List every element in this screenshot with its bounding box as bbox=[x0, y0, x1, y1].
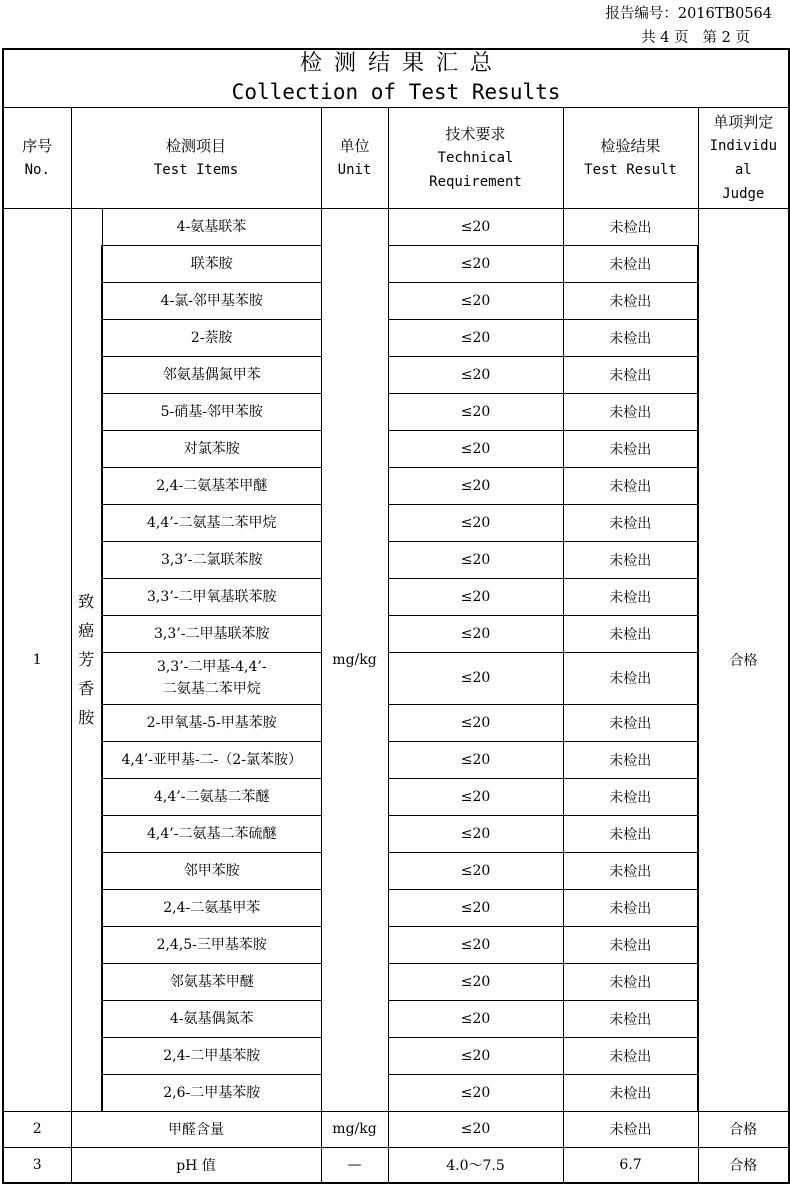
table-row bbox=[3, 815, 789, 852]
test-item-cell bbox=[102, 356, 321, 393]
header-judge bbox=[698, 107, 789, 208]
result-cell: 未检出 bbox=[563, 430, 698, 467]
result-cell: 未检出 bbox=[563, 778, 698, 815]
table-row bbox=[3, 393, 789, 430]
test-item-name: 3,3’-二甲氧基联苯胺 bbox=[147, 588, 277, 605]
test-item-name: 3,3’-二氯联苯胺 bbox=[161, 551, 263, 568]
result-cell: 未检出 bbox=[563, 615, 698, 652]
test-item-name: 4,4’-二氨基二苯醚 bbox=[154, 788, 270, 805]
test-item-cell bbox=[102, 541, 321, 578]
test-item-name: 2,6-二甲基苯胺 bbox=[163, 1084, 261, 1101]
requirement-cell: ≤20 bbox=[388, 504, 563, 541]
test-item-cell bbox=[102, 430, 321, 467]
test-item-name: 邻氨基偶氮甲苯 bbox=[162, 366, 261, 383]
result-cell: 未检出 bbox=[563, 1074, 698, 1111]
table-row bbox=[3, 578, 789, 615]
test-item-cell bbox=[102, 1037, 321, 1074]
table-row bbox=[3, 504, 789, 541]
test-item-cell bbox=[102, 815, 321, 852]
requirement-cell: ≤20 bbox=[388, 245, 563, 282]
test-item-cell bbox=[102, 282, 321, 319]
table-row bbox=[3, 1037, 789, 1074]
result-cell: 未检出 bbox=[563, 504, 698, 541]
test-item-cell bbox=[102, 1074, 321, 1111]
requirement-cell: ≤20 bbox=[388, 393, 563, 430]
test-item-cell: 甲醛含量 bbox=[71, 1111, 321, 1147]
requirement-cell: ≤20 bbox=[388, 926, 563, 963]
test-item-name: 2,4-二氨基苯甲醚 bbox=[156, 477, 268, 494]
test-item-name: 2-萘胺 bbox=[190, 329, 233, 346]
header-unit-cn: 单位 bbox=[339, 136, 370, 155]
test-item-name: 5-硝基-邻甲苯胺 bbox=[160, 403, 263, 420]
table-row bbox=[3, 430, 789, 467]
test-item-name: 4-氯-邻甲基苯胺 bbox=[160, 292, 263, 309]
requirement-cell: 4.0～7.5 bbox=[388, 1147, 563, 1183]
header-unit bbox=[321, 107, 388, 208]
judge-cell: 合格 bbox=[698, 1147, 789, 1183]
table-row bbox=[3, 282, 789, 319]
result-cell: 未检出 bbox=[563, 208, 698, 245]
table-row bbox=[3, 704, 789, 741]
test-item-cell bbox=[102, 504, 321, 541]
header-req-cn: 技术要求 bbox=[445, 124, 506, 143]
requirement-cell: ≤20 bbox=[388, 615, 563, 652]
test-item-name: 2,4-二氨基甲苯 bbox=[163, 899, 261, 916]
category-char: 芳 bbox=[78, 650, 95, 669]
requirement-cell: ≤20 bbox=[388, 778, 563, 815]
test-item-cell bbox=[102, 615, 321, 652]
table-row bbox=[3, 926, 789, 963]
header-requirement bbox=[388, 107, 563, 208]
test-item-name: 2,4,5-三甲基苯胺 bbox=[156, 936, 267, 953]
header-item-cn: 检测项目 bbox=[165, 136, 226, 155]
requirement-cell: ≤20 bbox=[388, 1000, 563, 1037]
requirement-cell: ≤20 bbox=[388, 208, 563, 245]
test-item-cell bbox=[102, 889, 321, 926]
number-cell: 2 bbox=[3, 1111, 71, 1147]
test-item-name: 2-甲氧基-5-甲基苯胺 bbox=[146, 714, 277, 731]
result-cell: 未检出 bbox=[563, 852, 698, 889]
requirement-cell: ≤20 bbox=[388, 1111, 563, 1147]
report-header bbox=[605, 2, 772, 50]
result-cell: 未检出 bbox=[563, 704, 698, 741]
test-item-name: 对氯苯胺 bbox=[183, 440, 240, 457]
table-row bbox=[3, 1111, 789, 1147]
result-cell: 未检出 bbox=[563, 393, 698, 430]
total-pages: 共 4 页 bbox=[641, 30, 689, 46]
header-judge-cn: 单项判定 bbox=[713, 112, 774, 131]
test-item-name: 3,3’-二甲基-4,4’- bbox=[156, 659, 267, 675]
result-cell: 未检出 bbox=[563, 467, 698, 504]
test-item-cell bbox=[102, 652, 321, 704]
results-table bbox=[2, 48, 790, 1184]
table-row bbox=[3, 319, 789, 356]
table-row bbox=[3, 778, 789, 815]
test-item-cell bbox=[102, 467, 321, 504]
table-row bbox=[3, 467, 789, 504]
requirement-cell: ≤20 bbox=[388, 467, 563, 504]
requirement-cell: ≤20 bbox=[388, 889, 563, 926]
result-cell: 未检出 bbox=[563, 1111, 698, 1147]
table-row bbox=[3, 741, 789, 778]
result-cell: 未检出 bbox=[563, 741, 698, 778]
header-row bbox=[3, 107, 789, 208]
requirement-cell: ≤20 bbox=[388, 963, 563, 1000]
requirement-cell: ≤20 bbox=[388, 1074, 563, 1111]
requirement-cell: ≤20 bbox=[388, 282, 563, 319]
page-indicator bbox=[605, 26, 772, 50]
header-judge-en2: al bbox=[734, 161, 752, 178]
table-row bbox=[3, 963, 789, 1000]
test-item-name: 4-氨基偶氮苯 bbox=[169, 1010, 254, 1027]
header-judge-en3: Judge bbox=[722, 185, 765, 202]
test-item-name: 4,4’-亚甲基-二-（2-氯苯胺） bbox=[121, 751, 303, 768]
header-unit-en: Unit bbox=[337, 161, 372, 178]
result-cell: 未检出 bbox=[563, 1037, 698, 1074]
group-number-cell: 1 bbox=[3, 208, 71, 1111]
test-item-cell bbox=[102, 852, 321, 889]
table-title-cn: 检测结果汇总 bbox=[300, 51, 505, 77]
category-cell bbox=[71, 208, 102, 1111]
judge-cell: 合格 bbox=[698, 208, 789, 1111]
header-no-cn: 序号 bbox=[22, 136, 53, 155]
result-cell: 未检出 bbox=[563, 578, 698, 615]
requirement-cell: ≤20 bbox=[388, 430, 563, 467]
header-req-en2: Requirement bbox=[429, 173, 522, 190]
table-row bbox=[3, 356, 789, 393]
result-cell: 未检出 bbox=[563, 1000, 698, 1037]
result-cell: 未检出 bbox=[563, 926, 698, 963]
requirement-cell: ≤20 bbox=[388, 1037, 563, 1074]
test-item-cell bbox=[102, 963, 321, 1000]
header-result bbox=[563, 107, 698, 208]
table-row bbox=[3, 1074, 789, 1111]
table-row bbox=[3, 541, 789, 578]
category-char: 胺 bbox=[78, 708, 95, 727]
result-cell: 未检出 bbox=[563, 815, 698, 852]
test-item-cell bbox=[102, 245, 321, 282]
current-page: 第 2 页 bbox=[702, 30, 750, 46]
test-item-name: 联苯胺 bbox=[190, 255, 233, 272]
requirement-cell: ≤20 bbox=[388, 356, 563, 393]
result-cell: 未检出 bbox=[563, 541, 698, 578]
judge-cell: 合格 bbox=[698, 1111, 789, 1147]
test-item-name: 3,3’-二甲基联苯胺 bbox=[154, 625, 270, 642]
result-cell: 未检出 bbox=[563, 282, 698, 319]
category-char: 癌 bbox=[78, 621, 95, 640]
table-row bbox=[3, 852, 789, 889]
table-row bbox=[3, 889, 789, 926]
report-number: 报告编号：2016TB0564 bbox=[605, 6, 772, 22]
table-row bbox=[3, 1000, 789, 1037]
unit-cell: mg/kg bbox=[321, 1111, 388, 1147]
unit-cell: mg/kg bbox=[321, 208, 388, 1111]
result-cell: 未检出 bbox=[563, 319, 698, 356]
result-cell: 未检出 bbox=[563, 356, 698, 393]
category-char: 香 bbox=[78, 679, 95, 698]
requirement-cell: ≤20 bbox=[388, 652, 563, 704]
result-cell: 未检出 bbox=[563, 963, 698, 1000]
header-item bbox=[71, 107, 321, 208]
header-no-en: No. bbox=[24, 161, 50, 178]
test-item-name: 邻氨基苯甲醚 bbox=[169, 973, 254, 990]
category-char: 致 bbox=[78, 592, 95, 611]
table-row bbox=[3, 615, 789, 652]
requirement-cell: ≤20 bbox=[388, 578, 563, 615]
table-row bbox=[3, 1147, 789, 1183]
test-item-cell bbox=[102, 704, 321, 741]
test-item-name-cont: 二氨基二苯甲烷 bbox=[162, 681, 261, 697]
test-item-name: 4,4’-二氨基二苯硫醚 bbox=[147, 825, 277, 842]
header-result-cn: 检验结果 bbox=[600, 136, 661, 155]
test-item-name: 4-氨基联苯 bbox=[176, 218, 247, 235]
test-item-cell bbox=[102, 1000, 321, 1037]
header-no bbox=[3, 107, 71, 208]
result-cell: 未检出 bbox=[563, 652, 698, 704]
table-title bbox=[3, 49, 789, 107]
requirement-cell: ≤20 bbox=[388, 741, 563, 778]
table-title-en: Collection of Test Results bbox=[231, 80, 561, 105]
requirement-cell: ≤20 bbox=[388, 319, 563, 356]
header-result-en: Test Result bbox=[584, 161, 677, 178]
test-item-cell bbox=[102, 319, 321, 356]
test-item-cell bbox=[102, 778, 321, 815]
result-cell: 6.7 bbox=[563, 1147, 698, 1183]
requirement-cell: ≤20 bbox=[388, 541, 563, 578]
header-judge-en1: Individu bbox=[709, 137, 778, 154]
test-item-name: 邻甲苯胺 bbox=[183, 862, 240, 879]
test-item-cell: pH 值 bbox=[71, 1147, 321, 1183]
test-item-cell bbox=[102, 208, 321, 245]
header-item-en: Test Items bbox=[153, 161, 239, 178]
header-req-en1: Technical bbox=[437, 149, 514, 166]
test-item-name: 4,4’-二氨基二苯甲烷 bbox=[147, 514, 277, 531]
test-item-cell bbox=[102, 926, 321, 963]
test-item-name: 2,4-二甲基苯胺 bbox=[163, 1047, 261, 1064]
number-cell: 3 bbox=[3, 1147, 71, 1183]
table-row bbox=[3, 245, 789, 282]
requirement-cell: ≤20 bbox=[388, 815, 563, 852]
unit-cell: — bbox=[321, 1147, 388, 1183]
test-item-cell bbox=[102, 578, 321, 615]
table-row bbox=[3, 208, 789, 245]
requirement-cell: ≤20 bbox=[388, 852, 563, 889]
result-cell: 未检出 bbox=[563, 245, 698, 282]
test-item-cell bbox=[102, 741, 321, 778]
requirement-cell: ≤20 bbox=[388, 704, 563, 741]
table-row bbox=[3, 652, 789, 704]
result-cell: 未检出 bbox=[563, 889, 698, 926]
test-item-cell bbox=[102, 393, 321, 430]
